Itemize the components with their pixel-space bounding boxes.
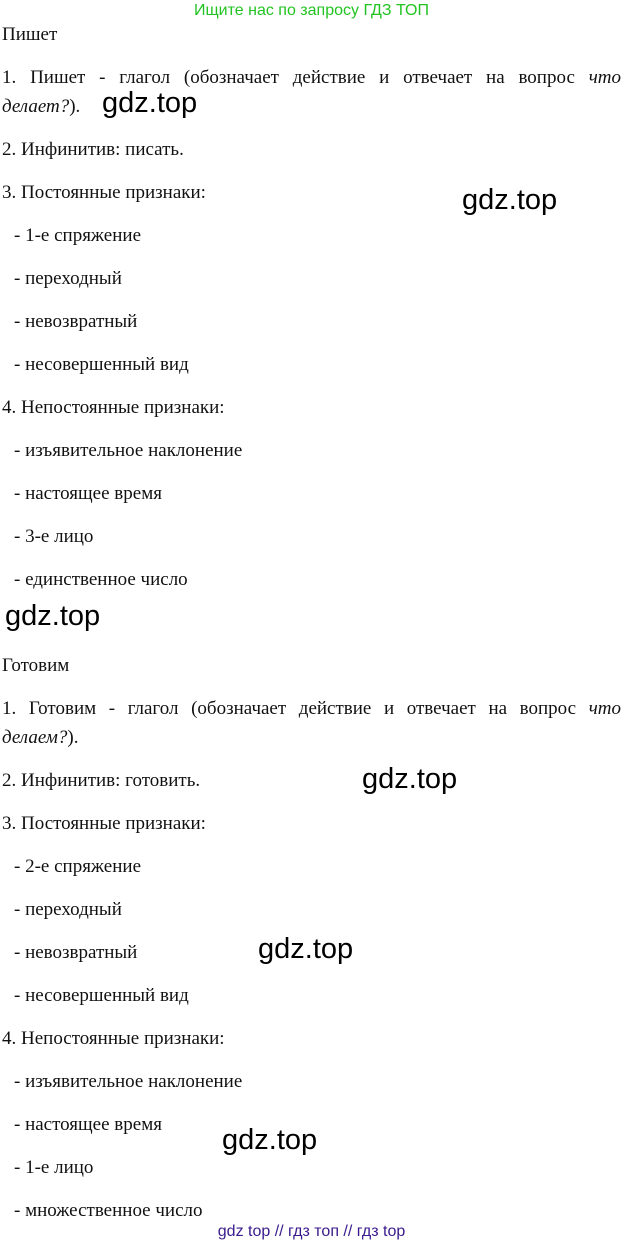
watermark: gdz.top xyxy=(5,600,101,632)
section1-infinitive: 2. Инфинитив: писать. xyxy=(2,139,184,160)
section1-point1-text: 1. Пишет - глагол (обозначает действие и отвечает на вопрос xyxy=(2,67,589,88)
section2-nonconst-heading: 4. Непостоянные признаки: xyxy=(2,1028,225,1049)
section2-point1-line1 xyxy=(2,698,621,720)
watermark: gdz.top xyxy=(102,87,198,119)
section2-const-item: - 2-е спряжение xyxy=(14,856,142,877)
section1-nonconst-item: - изъявительное наклонение xyxy=(14,440,243,461)
section1-const-item: - невозвратный xyxy=(14,311,138,332)
section1-point1-question: что xyxy=(588,67,621,88)
section2-infinitive: 2. Инфинитив: готовить. xyxy=(2,770,201,791)
footer-links: gdz top // гдз топ // гдз top xyxy=(217,1223,406,1240)
section2-nonconst-item: - настоящее время xyxy=(14,1114,162,1135)
section1-point1-close: ). xyxy=(69,96,81,117)
section2-nonconst-item: - 1-е лицо xyxy=(14,1157,94,1178)
section2-point1-text: 1. Готовим - глагол (обозначает действие и отвечает на вопрос xyxy=(2,698,589,719)
section1-point1-line2 xyxy=(2,96,80,118)
section2-nonconst-item: - множественное число xyxy=(14,1200,203,1221)
section2-title: Готовим xyxy=(2,655,70,676)
section2-point1-line2 xyxy=(2,727,78,749)
section2-point1-question: что xyxy=(588,698,621,719)
section1-nonconst-item: - настоящее время xyxy=(14,483,162,504)
section1-const-item: - 1-е спряжение xyxy=(14,225,142,246)
watermark: gdz.top xyxy=(362,763,458,795)
section1-nonconst-item: - единственное число xyxy=(14,569,188,590)
top-banner: Ищите нас по запросу ГДЗ ТОП xyxy=(194,2,429,19)
section2-const-item: - переходный xyxy=(14,899,122,920)
section1-title: Пишет xyxy=(2,24,58,45)
section2-const-heading: 3. Постоянные признаки: xyxy=(2,813,206,834)
section1-point1-question-end: делает? xyxy=(2,96,70,117)
section1-const-heading: 3. Постоянные признаки: xyxy=(2,182,206,203)
section2-point1-question-end: делаем? xyxy=(2,727,68,748)
section1-nonconst-heading: 4. Непостоянные признаки: xyxy=(2,397,225,418)
watermark: gdz.top xyxy=(258,933,354,965)
section2-nonconst-item: - изъявительное наклонение xyxy=(14,1071,243,1092)
section1-const-item: - переходный xyxy=(14,268,122,289)
section1-point1-line1 xyxy=(2,67,621,89)
section1-const-item: - несовершенный вид xyxy=(14,354,189,375)
section2-const-item: - несовершенный вид xyxy=(14,985,189,1006)
section1-nonconst-item: - 3-е лицо xyxy=(14,526,94,547)
watermark: gdz.top xyxy=(222,1124,318,1156)
watermark: gdz.top xyxy=(462,184,558,216)
section2-point1-close: ). xyxy=(67,727,79,748)
section2-const-item: - невозвратный xyxy=(14,942,138,963)
